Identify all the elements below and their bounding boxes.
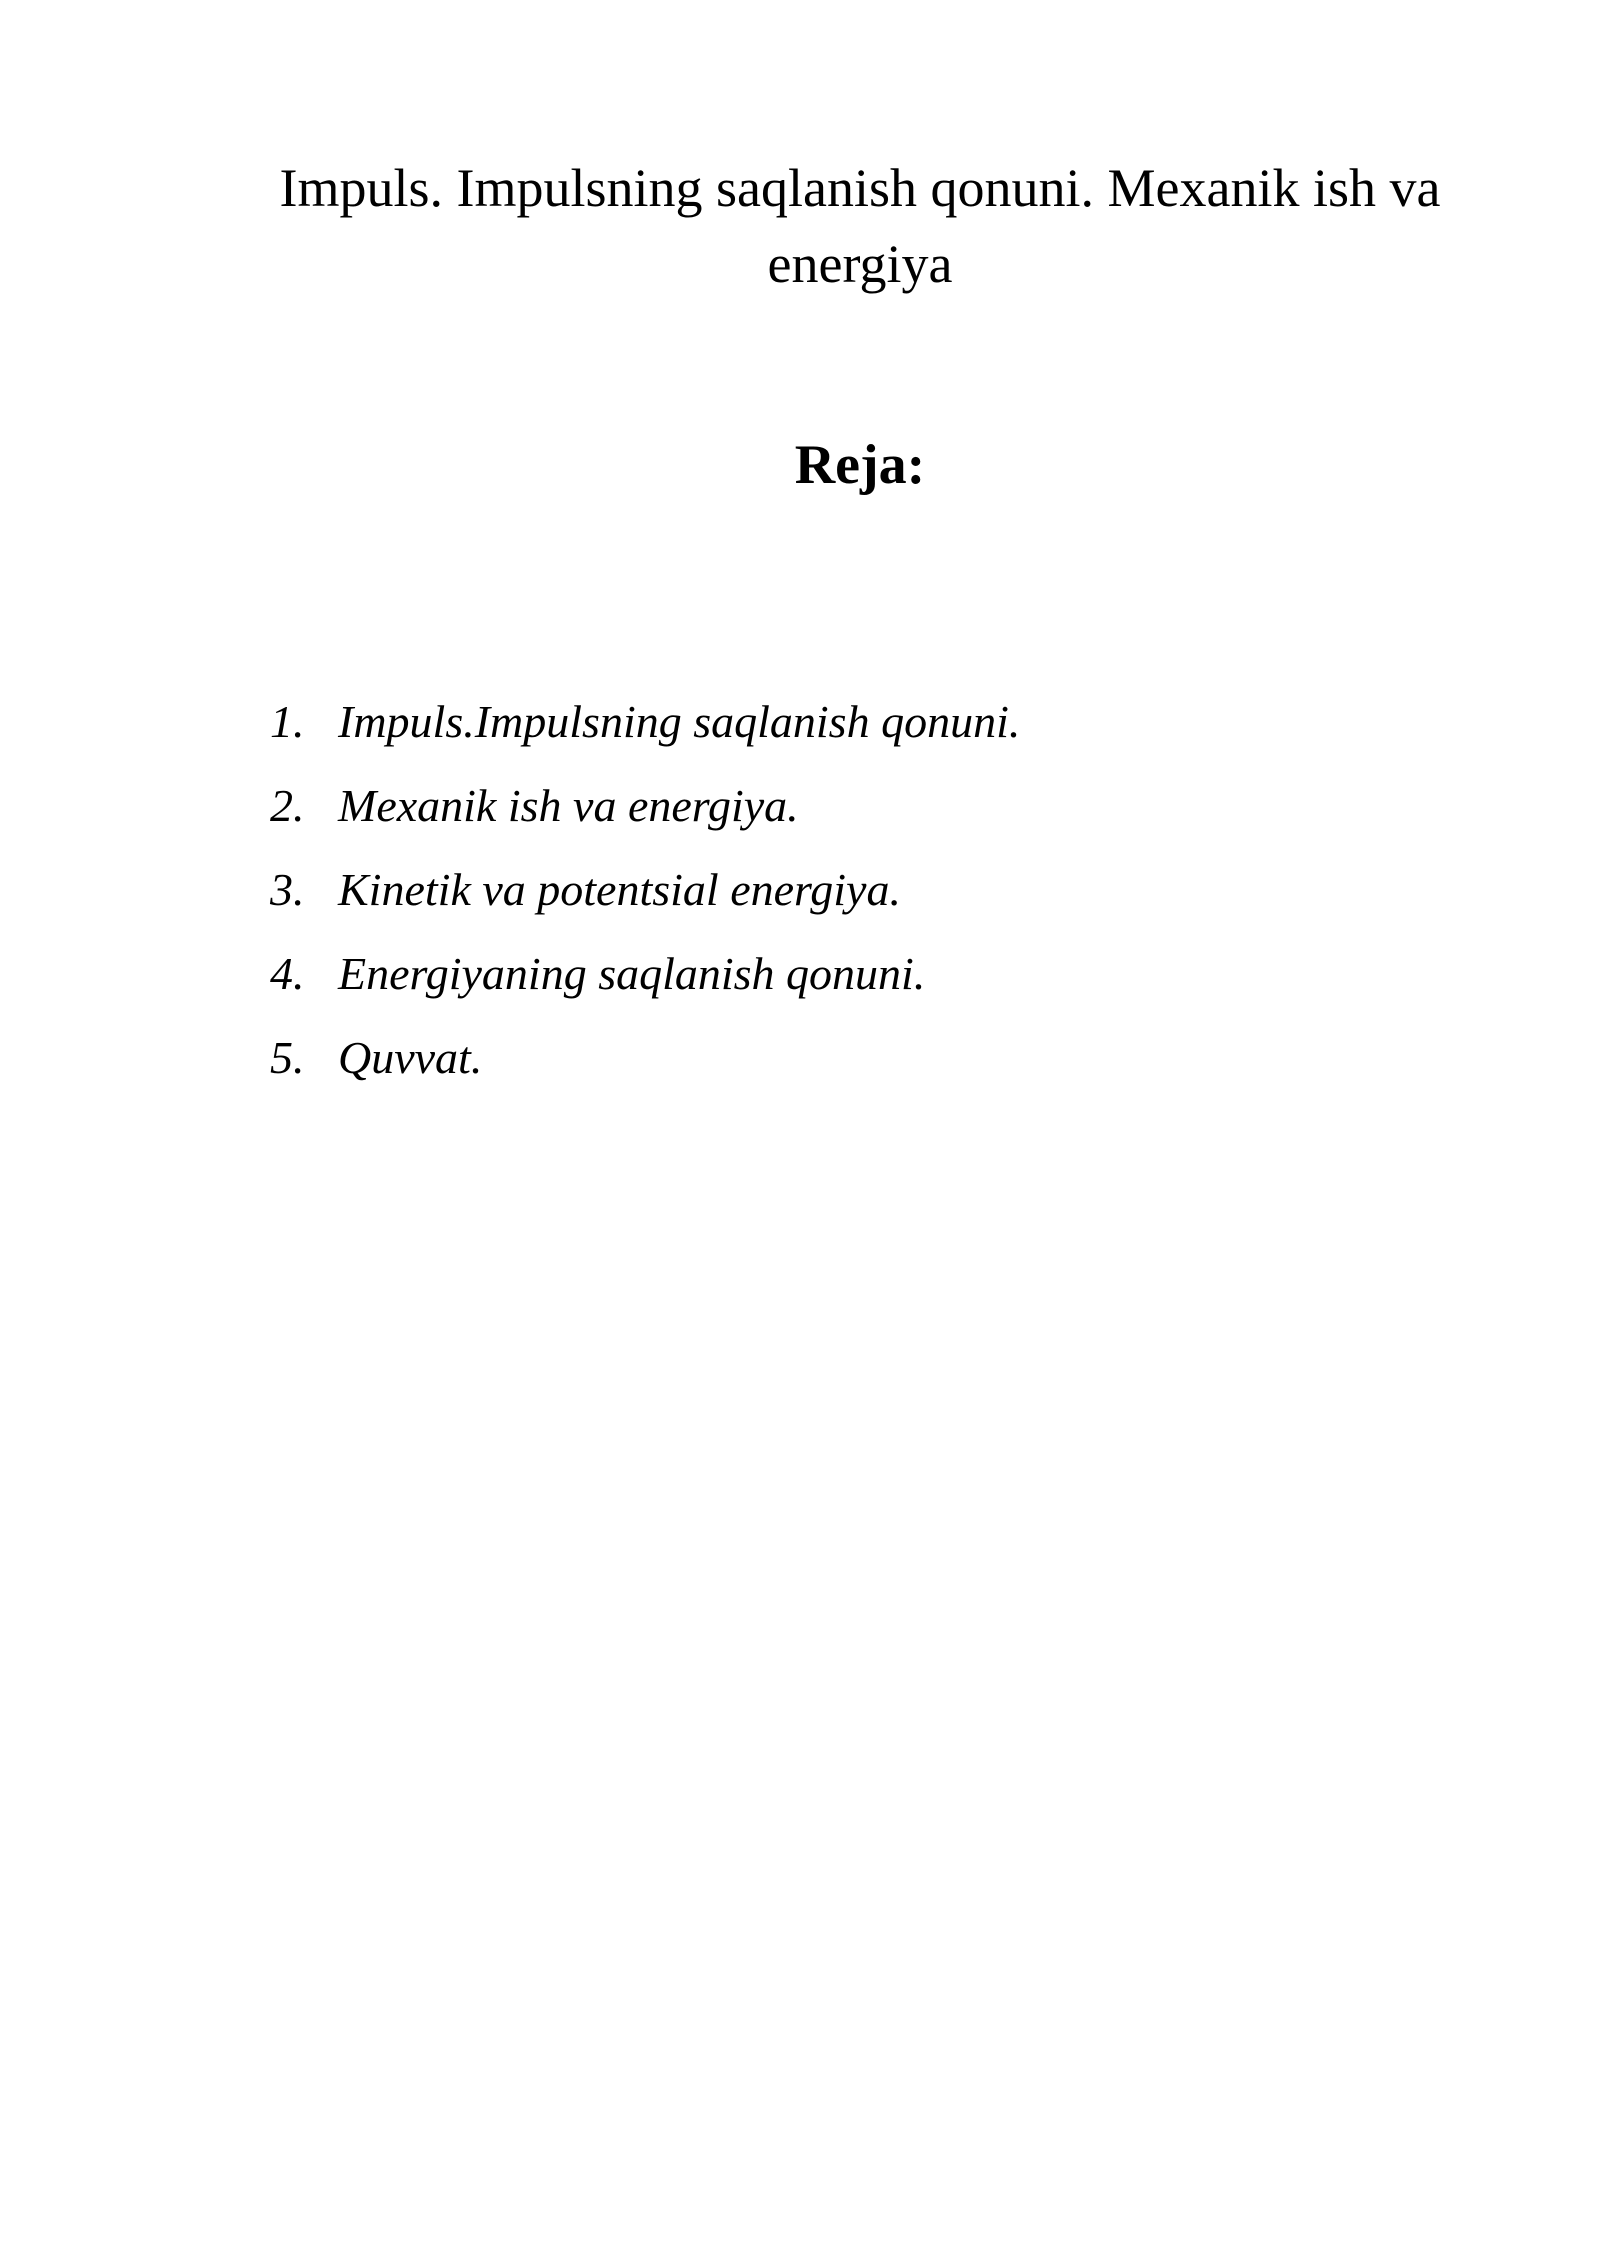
plan-item-text: Energiyaning saqlanish qonuni. bbox=[338, 948, 926, 999]
document-title: Impuls. Impulsning saqlanish qonuni. Mexanik ish va energiya bbox=[279, 158, 1441, 294]
plan-item bbox=[270, 1016, 1020, 1100]
plan-heading: Reja: bbox=[794, 434, 926, 496]
plan-item-number: 5. bbox=[270, 1032, 305, 1083]
plan-item bbox=[270, 848, 1020, 932]
plan-item-text: Impuls.Impulsning saqlanish qonuni. bbox=[338, 696, 1021, 747]
plan-item bbox=[270, 764, 1020, 848]
plan-item-number: 4. bbox=[270, 948, 305, 999]
plan-item-text: Mexanik ish va energiya. bbox=[338, 780, 799, 831]
plan-item-number: 1. bbox=[270, 696, 305, 747]
plan-item-text: Quvvat. bbox=[338, 1032, 483, 1083]
plan-list bbox=[270, 680, 1020, 1100]
plan-item bbox=[270, 680, 1020, 764]
plan-item-number: 3. bbox=[270, 864, 305, 915]
plan-item-text: Kinetik va potentsial energiya. bbox=[338, 864, 901, 915]
plan-item-number: 2. bbox=[270, 780, 305, 831]
plan-item bbox=[270, 932, 1020, 1016]
